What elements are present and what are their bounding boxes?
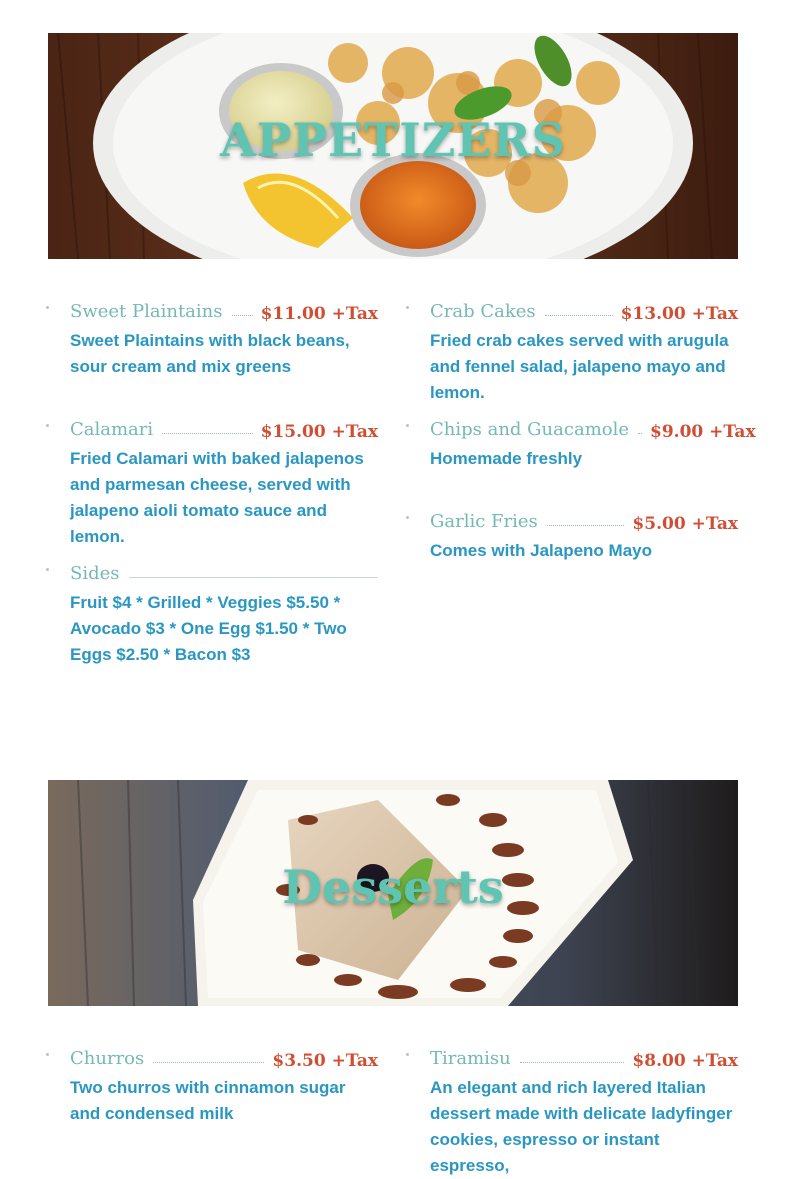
item-description: Fruit $4 * Grilled * Veggies $5.50 * Avocado $3 * One Egg $1.50 * Two Eggs $2.50 * Bacon $3 [70, 593, 347, 664]
item-price: $3.50 +Tax [272, 1051, 378, 1071]
item-name: Tiramisu [430, 1048, 511, 1069]
desserts-banner [48, 780, 738, 1006]
menu-item-chips-and-guacamole [430, 414, 756, 472]
item-price: $8.00 +Tax [632, 1051, 738, 1071]
item-description: Two churros with cinnamon sugar and condensed milk [70, 1078, 346, 1123]
appetizers-section-title: APPETIZERS [220, 113, 566, 167]
item-price: $15.00 +Tax [260, 422, 378, 442]
bullet-icon [46, 424, 49, 427]
bullet-icon [406, 306, 409, 309]
dotted-leader [547, 525, 625, 526]
item-price: $13.00 +Tax [620, 304, 738, 324]
item-price: $11.00 +Tax [260, 304, 378, 324]
item-name: Sides [70, 563, 120, 584]
menu-item-calamari [70, 414, 378, 550]
item-name: Churros [70, 1048, 145, 1069]
dotted-leader [545, 315, 613, 316]
desserts-section-title: Desserts [282, 860, 504, 914]
item-price: $9.00 +Tax [650, 422, 756, 442]
item-description: Comes with Jalapeno Mayo [430, 541, 652, 560]
appetizers-banner [48, 33, 738, 259]
dotted-leader [520, 1062, 625, 1063]
item-name: Calamari [70, 419, 154, 440]
dotted-leader [153, 1062, 264, 1063]
bullet-icon [406, 424, 409, 427]
item-name: Sweet Plaintains [70, 301, 223, 322]
bullet-icon [406, 516, 409, 519]
item-description: Fried Calamari with baked jalapenos and parmesan cheese, served with jalapeno aioli tomato sauce and lemon. [70, 449, 364, 546]
menu-item-sides [70, 558, 378, 668]
dotted-leader [232, 315, 253, 316]
dotted-leader [162, 433, 252, 434]
menu-item-sweet-plaintains [70, 296, 378, 380]
dotted-leader [638, 433, 642, 434]
menu-item-tiramisu [430, 1043, 738, 1179]
item-description: Sweet Plaintains with black beans, sour cream and mix greens [70, 331, 350, 376]
item-description: An elegant and rich layered Italian dessert made with delicate ladyfinger cookies, espresso or instant espresso, [430, 1078, 733, 1175]
bullet-icon [46, 1053, 49, 1056]
menu-item-crab-cakes [430, 296, 738, 406]
bullet-icon [406, 1053, 409, 1056]
item-name: Chips and Guacamole [430, 419, 630, 440]
item-price: $5.00 +Tax [632, 514, 738, 534]
item-name: Garlic Fries [430, 511, 538, 532]
item-name: Crab Cakes [430, 301, 536, 322]
bullet-icon [46, 306, 49, 309]
menu-item-churros [70, 1043, 378, 1127]
item-description: Fried crab cakes served with arugula and fennel salad, jalapeno mayo and lemon. [430, 331, 729, 402]
item-description: Homemade freshly [430, 449, 583, 468]
bullet-icon [46, 568, 49, 571]
menu-item-garlic-fries [430, 506, 738, 564]
divider-line [129, 577, 379, 578]
